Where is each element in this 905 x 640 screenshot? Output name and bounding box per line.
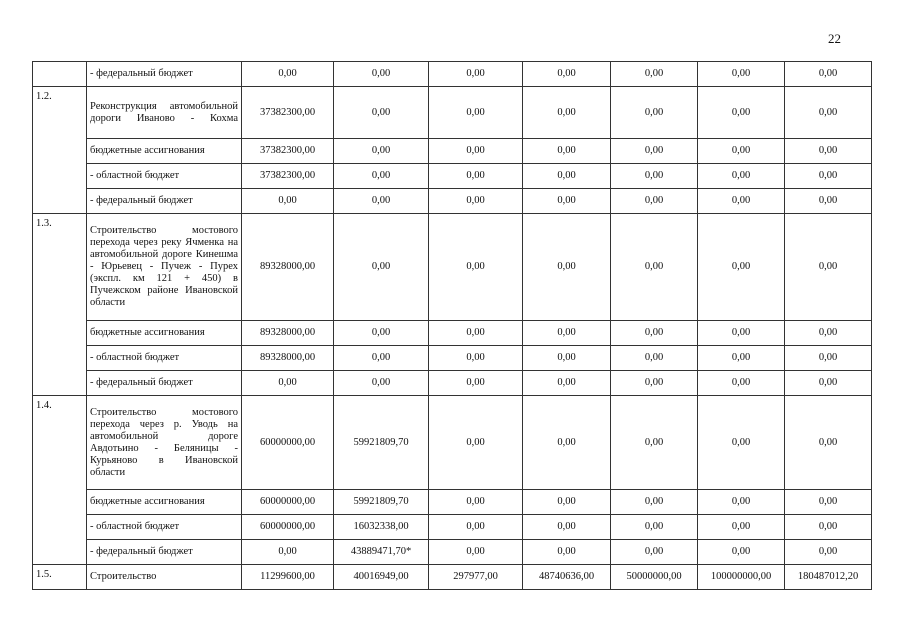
- value-cell: 48740636,00: [523, 565, 611, 590]
- value-cell: 0,00: [698, 371, 785, 396]
- value-cell: 0,00: [698, 515, 785, 540]
- value-cell: 0,00: [785, 214, 872, 321]
- row-description: - областной бюджет: [87, 164, 242, 189]
- row-description: - областной бюджет: [87, 346, 242, 371]
- value-cell: 0,00: [698, 62, 785, 87]
- table-row: [33, 62, 872, 87]
- value-cell: 0,00: [242, 371, 334, 396]
- value-cell: 40016949,00: [334, 565, 429, 590]
- value-cell: 0,00: [611, 515, 698, 540]
- value-cell: 0,00: [785, 139, 872, 164]
- table-row: [33, 87, 872, 139]
- table-row: [33, 515, 872, 540]
- value-cell: 0,00: [698, 87, 785, 139]
- value-cell: 0,00: [429, 214, 523, 321]
- value-cell: 0,00: [698, 490, 785, 515]
- row-description: бюджетные ассигнования: [87, 490, 242, 515]
- value-cell: 0,00: [785, 62, 872, 87]
- value-cell: 0,00: [429, 321, 523, 346]
- value-cell: 0,00: [429, 396, 523, 490]
- value-cell: 0,00: [523, 62, 611, 87]
- row-number: [33, 62, 87, 87]
- row-number: 1.4.: [33, 396, 87, 565]
- value-cell: 0,00: [611, 139, 698, 164]
- value-cell: 0,00: [429, 139, 523, 164]
- row-number: 1.5.: [33, 565, 87, 590]
- value-cell: 0,00: [611, 396, 698, 490]
- value-cell: 0,00: [785, 540, 872, 565]
- value-cell: 0,00: [523, 346, 611, 371]
- table-row: [33, 540, 872, 565]
- table-row: [33, 346, 872, 371]
- value-cell: 0,00: [523, 139, 611, 164]
- table-row: [33, 189, 872, 214]
- row-description: - федеральный бюджет: [87, 540, 242, 565]
- value-cell: 0,00: [611, 490, 698, 515]
- budget-table: [32, 61, 872, 590]
- value-cell: 0,00: [523, 540, 611, 565]
- row-description: бюджетные ассигнования: [87, 321, 242, 346]
- value-cell: 0,00: [242, 62, 334, 87]
- value-cell: 0,00: [429, 87, 523, 139]
- value-cell: 0,00: [785, 396, 872, 490]
- table-row: [33, 139, 872, 164]
- value-cell: 0,00: [334, 214, 429, 321]
- table-row: [33, 371, 872, 396]
- value-cell: 0,00: [523, 490, 611, 515]
- value-cell: 0,00: [334, 189, 429, 214]
- value-cell: 0,00: [429, 62, 523, 87]
- value-cell: 0,00: [611, 189, 698, 214]
- value-cell: 0,00: [698, 540, 785, 565]
- value-cell: 297977,00: [429, 565, 523, 590]
- value-cell: 89328000,00: [242, 321, 334, 346]
- value-cell: 11299600,00: [242, 565, 334, 590]
- value-cell: 0,00: [334, 139, 429, 164]
- value-cell: 0,00: [611, 540, 698, 565]
- value-cell: 0,00: [429, 164, 523, 189]
- value-cell: 0,00: [523, 189, 611, 214]
- value-cell: 0,00: [523, 515, 611, 540]
- value-cell: 0,00: [523, 396, 611, 490]
- table-row: [33, 490, 872, 515]
- value-cell: 43889471,70*: [334, 540, 429, 565]
- value-cell: 0,00: [523, 371, 611, 396]
- row-number: 1.3.: [33, 214, 87, 396]
- row-description: - федеральный бюджет: [87, 62, 242, 87]
- value-cell: 0,00: [523, 214, 611, 321]
- value-cell: 0,00: [698, 189, 785, 214]
- value-cell: 0,00: [429, 540, 523, 565]
- value-cell: 0,00: [334, 164, 429, 189]
- value-cell: 0,00: [523, 164, 611, 189]
- row-description: Строительство мостового перехода через реку Ячменка на автомобильной дороге Кинешма - Юрьевец - Пучеж - Пурех (экспл. км 121 + 450) в Пучежском районе Ивановской области: [87, 214, 242, 321]
- value-cell: 0,00: [698, 321, 785, 346]
- value-cell: 60000000,00: [242, 490, 334, 515]
- value-cell: 0,00: [523, 87, 611, 139]
- value-cell: 0,00: [334, 321, 429, 346]
- table-row: [33, 164, 872, 189]
- value-cell: 0,00: [698, 139, 785, 164]
- row-description: Строительство мостового перехода через р. Уводь на автомобильной дороге Авдотьино - Беляницы - Курьяново в Ивановской области: [87, 396, 242, 490]
- value-cell: 0,00: [334, 346, 429, 371]
- value-cell: 0,00: [429, 189, 523, 214]
- value-cell: 0,00: [242, 189, 334, 214]
- value-cell: 60000000,00: [242, 396, 334, 490]
- value-cell: 0,00: [785, 490, 872, 515]
- value-cell: 0,00: [611, 321, 698, 346]
- value-cell: 0,00: [611, 371, 698, 396]
- row-description: - федеральный бюджет: [87, 371, 242, 396]
- value-cell: 0,00: [242, 540, 334, 565]
- value-cell: 37382300,00: [242, 139, 334, 164]
- value-cell: 59921809,70: [334, 396, 429, 490]
- value-cell: 0,00: [611, 87, 698, 139]
- value-cell: 0,00: [785, 371, 872, 396]
- value-cell: 37382300,00: [242, 164, 334, 189]
- table-row: [33, 321, 872, 346]
- value-cell: 0,00: [698, 214, 785, 321]
- value-cell: 0,00: [698, 164, 785, 189]
- value-cell: 0,00: [611, 346, 698, 371]
- value-cell: 0,00: [429, 515, 523, 540]
- value-cell: 100000000,00: [698, 565, 785, 590]
- page-number: 22: [828, 31, 841, 46]
- value-cell: 0,00: [429, 346, 523, 371]
- value-cell: 0,00: [785, 87, 872, 139]
- row-description: Строительство: [87, 565, 242, 590]
- value-cell: 0,00: [611, 214, 698, 321]
- value-cell: 0,00: [785, 189, 872, 214]
- table-row: [33, 214, 872, 321]
- value-cell: 0,00: [698, 346, 785, 371]
- value-cell: 60000000,00: [242, 515, 334, 540]
- row-description: Реконструкция автомобильной дороги Иваново - Кохма: [87, 87, 242, 139]
- value-cell: 0,00: [611, 62, 698, 87]
- table-row: [33, 396, 872, 490]
- value-cell: 50000000,00: [611, 565, 698, 590]
- value-cell: 0,00: [785, 346, 872, 371]
- value-cell: 0,00: [523, 321, 611, 346]
- value-cell: 0,00: [785, 321, 872, 346]
- value-cell: 0,00: [334, 87, 429, 139]
- value-cell: 0,00: [334, 62, 429, 87]
- table-row: [33, 565, 872, 590]
- row-description: бюджетные ассигнования: [87, 139, 242, 164]
- value-cell: 0,00: [429, 490, 523, 515]
- value-cell: 16032338,00: [334, 515, 429, 540]
- value-cell: 0,00: [429, 371, 523, 396]
- value-cell: 0,00: [611, 164, 698, 189]
- value-cell: 0,00: [334, 371, 429, 396]
- value-cell: 59921809,70: [334, 490, 429, 515]
- value-cell: 89328000,00: [242, 346, 334, 371]
- row-description: - федеральный бюджет: [87, 189, 242, 214]
- value-cell: 180487012,20: [785, 565, 872, 590]
- value-cell: 37382300,00: [242, 87, 334, 139]
- row-description: - областной бюджет: [87, 515, 242, 540]
- value-cell: 0,00: [785, 164, 872, 189]
- value-cell: 0,00: [785, 515, 872, 540]
- value-cell: 0,00: [698, 396, 785, 490]
- value-cell: 89328000,00: [242, 214, 334, 321]
- row-number: 1.2.: [33, 87, 87, 214]
